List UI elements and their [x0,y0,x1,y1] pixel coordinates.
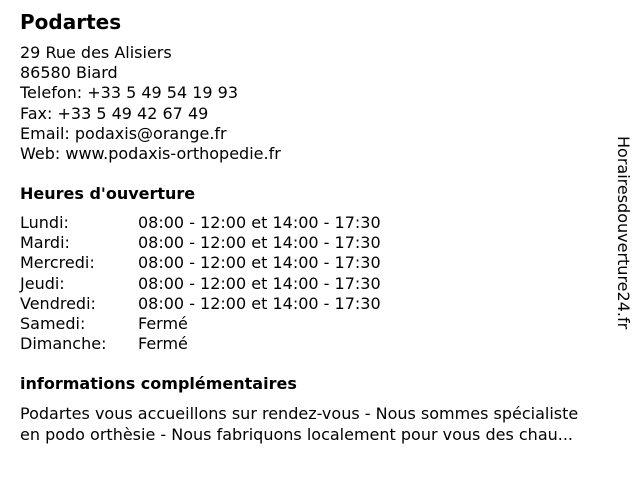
website-address: Web: www.podaxis-orthopedie.fr [20,144,281,164]
day-hours: 08:00 - 12:00 et 14:00 - 17:30 [138,273,381,293]
hours-row [20,253,381,273]
day-hours: Fermé [138,314,188,334]
day-label: Dimanche: [20,334,107,354]
hours-row [20,314,381,334]
hours-row [20,213,381,233]
day-label: Mardi: [20,233,70,253]
day-label: Mercredi: [20,253,95,273]
business-name: Podartes [20,10,122,34]
fax-number: Fax: +33 5 49 42 67 49 [20,103,209,123]
day-label: Vendredi: [20,293,96,313]
day-hours: 08:00 - 12:00 et 14:00 - 17:30 [138,233,381,253]
address-street: 29 Rue des Alisiers [20,43,172,62]
additional-info-heading: informations complémentaires [20,374,297,393]
hours-row [20,233,381,253]
day-label: Jeudi: [20,273,65,293]
day-hours: Fermé [138,334,188,354]
opening-hours-heading: Heures d'ouverture [20,184,196,203]
additional-info-text [20,404,626,445]
day-label: Lundi: [20,213,69,232]
info-line: en podo orthèsie - Nous fabriquons localement pour vous des chau... [20,424,574,444]
address-city: 86580 Biard [20,63,118,83]
info-line: Podartes vous accueillons sur rendez-vous - Nous sommes spécialiste [20,404,579,423]
contact-block [20,43,281,164]
day-label: Samedi: [20,314,86,334]
day-hours: 08:00 - 12:00 et 14:00 - 17:30 [138,293,381,313]
email-address: Email: podaxis@orange.fr [20,123,227,143]
opening-hours-table [20,213,381,354]
hours-row [20,334,381,354]
day-hours: 08:00 - 12:00 et 14:00 - 17:30 [138,253,381,273]
hours-row [20,294,381,314]
phone-number: Telefon: +33 5 49 54 19 93 [20,83,239,103]
hours-row [20,274,381,294]
site-watermark: Horairesdouverture24.fr [614,136,633,330]
day-hours: 08:00 - 12:00 et 14:00 - 17:30 [138,213,381,232]
